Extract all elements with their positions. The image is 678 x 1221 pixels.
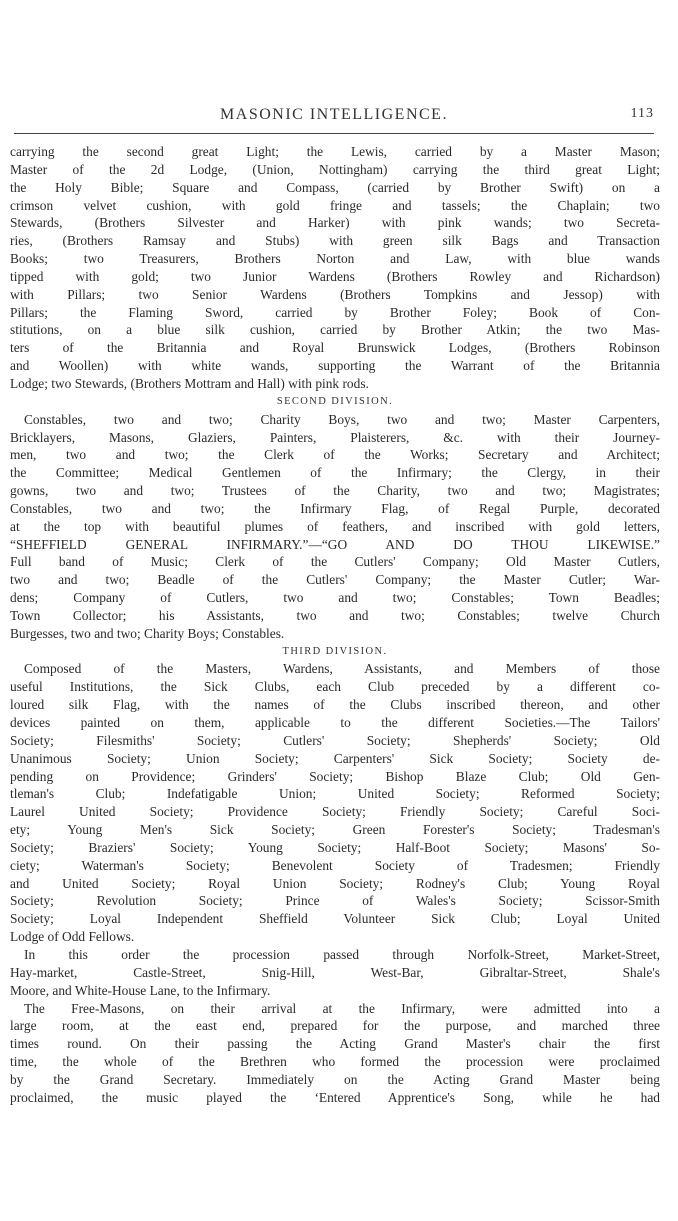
text-line: Society; Revolution Society; Prince of Wales's Society; Scissor-Smith	[10, 893, 660, 909]
text-line: Stewards, (Brothers Silvester and Harker) with pink wands; two Secreta-	[10, 215, 660, 231]
division-heading: THIRD DIVISION.	[282, 645, 388, 657]
text-line: tleman's Club; Indefatigable Union; United Society; Reformed Society;	[10, 786, 660, 802]
text-line: and United Society; Royal Union Society; Rodney's Club; Young Royal	[10, 875, 660, 891]
text-line: ety; Young Men's Sick Society; Green Forester's Society; Tradesman's	[10, 822, 660, 838]
text-line: useful Institutions, the Sick Clubs, each Club preceded by a different co-	[10, 679, 660, 695]
text-line: Unanimous Society; Union Society; Carpenters' Sick Society; Society de-	[10, 750, 660, 766]
text-line: Composed of the Masters, Wardens, Assistants, and Members of those	[24, 661, 660, 677]
text-line: proclaimed, the music played the ‘Entered Apprentice's Song, while he had	[10, 1089, 660, 1105]
text-line: dens; Company of Cutlers, two and two; Constables; Town Beadles;	[10, 590, 660, 606]
text-line: stitutions, on a blue silk cushion, carried by Brother Atkin; the two Mas-	[10, 322, 660, 338]
text-line: crimson velvet cushion, with gold fringe and tassels; the Chaplain; two	[10, 197, 660, 213]
text-line: large room, at the east end, prepared for the purpose, and marched three	[10, 1018, 660, 1034]
text-line: pending on Providence; Grinders' Society; Bishop Blaze Club; Old Gen-	[10, 768, 660, 784]
text-line: Society; Filesmiths' Society; Cutlers' Society; Shepherds' Society; Old	[10, 732, 660, 748]
text-line: and Woollen) with white wands, supporting the Warrant of the Britannia	[10, 358, 660, 374]
text-line: with Pillars; two Senior Wardens (Brothers Tompkins and Jessop) with	[10, 286, 660, 302]
text-line: Laurel United Society; Providence Society; Friendly Society; Careful Soci-	[10, 804, 660, 820]
running-title: MASONIC INTELLIGENCE.	[220, 106, 448, 123]
text-line: two and two; Beadle of the Cutlers' Company; the Master Cutler; War-	[10, 572, 660, 588]
text-line: The Free-Masons, on their arrival at the Infirmary, were admitted into a	[24, 1000, 660, 1016]
text-line: Moore, and White-House Lane, to the Infirmary.	[10, 982, 271, 998]
running-head	[14, 106, 654, 128]
text-line: carrying the second great Light; the Lewis, carried by a Master Mason;	[10, 144, 660, 159]
text-line: Bricklayers, Masons, Glaziers, Painters, Plaisterers, &c. with their Journey-	[10, 429, 660, 445]
text-line: Society; Braziers' Society; Young Society; Half-Boot Society; Masons' So-	[10, 839, 660, 855]
text-line: gowns, two and two; Trustees of the Charity, two and two; Magistrates;	[10, 483, 660, 499]
text-line: ters of the Britannia and Royal Brunswick Lodges, (Brothers Robinson	[10, 340, 660, 356]
text-line: time, the whole of the Brethren who formed the procession were proclaimed	[10, 1054, 660, 1070]
text-line: “SHEFFIELD GENERAL INFIRMARY.”—“GO AND DO THOU LIKEWISE.”	[10, 536, 660, 552]
text-line: Books; two Treasurers, Brothers Norton and Law, with blue wands	[10, 251, 660, 267]
text-line: Lodge; two Stewards, (Brothers Mottram and Hall) with pink rods.	[10, 375, 369, 391]
text-line: the Holy Bible; Square and Compass, (carried by Brother Swift) on a	[10, 179, 660, 195]
header-rule	[14, 133, 654, 134]
text-line: Constables, two and two; the Infirmary Flag, of Regal Purple, decorated	[10, 500, 660, 516]
body-text	[10, 143, 660, 1107]
text-line: In this order the procession passed through Norfolk-Street, Market-Street,	[24, 946, 660, 962]
text-line: men, two and two; the Clerk of the Works; Secretary and Architect;	[10, 447, 660, 463]
text-line: Full band of Music; Clerk of the Cutlers' Company; Old Master Cutlers,	[10, 554, 660, 570]
page-number: 113	[630, 106, 654, 121]
text-line: Master of the 2d Lodge, (Union, Nottingham) carrying the third great Light;	[10, 161, 660, 177]
text-line: Lodge of Odd Fellows.	[10, 929, 135, 945]
text-line: times round. On their passing the Acting Grand Master's chair the first	[10, 1036, 660, 1052]
text-line: loured silk Flag, with the names of the Clubs inscribed thereon, and other	[10, 697, 660, 713]
text-line: at the top with beautiful plumes of feathers, and inscribed with gold letters,	[10, 518, 660, 534]
text-line: tipped with gold; two Junior Wardens (Brothers Rowley and Richardson)	[10, 268, 660, 284]
text-line: Hay-market, Castle-Street, Snig-Hill, West-Bar, Gibraltar-Street, Shale's	[10, 964, 660, 980]
text-line: by the Grand Secretary. Immediately on the Acting Grand Master being	[10, 1071, 660, 1087]
text-line: devices painted on them, applicable to the different Societies.—The Tailors'	[10, 715, 660, 730]
text-line: the Committee; Medical Gentlemen of the Infirmary; the Clergy, in their	[10, 465, 660, 481]
text-line: ries, (Brothers Ramsay and Stubs) with green silk Bags and Transaction	[10, 233, 660, 249]
text-line: Society; Loyal Independent Sheffield Volunteer Sick Club; Loyal United	[10, 911, 660, 927]
text-line: ciety; Waterman's Society; Benevolent Society of Tradesmen; Friendly	[10, 857, 660, 873]
text-line: Constables, two and two; Charity Boys, two and two; Master Carpenters,	[24, 411, 660, 427]
text-line: Pillars; the Flaming Sword, carried by Brother Foley; Book of Con-	[10, 304, 660, 320]
text-line: Burgesses, two and two; Charity Boys; Constables.	[10, 625, 285, 641]
text-line: Town Collector; his Assistants, two and two; Constables; twelve Church	[10, 607, 660, 623]
division-heading: SECOND DIVISION.	[276, 395, 394, 407]
